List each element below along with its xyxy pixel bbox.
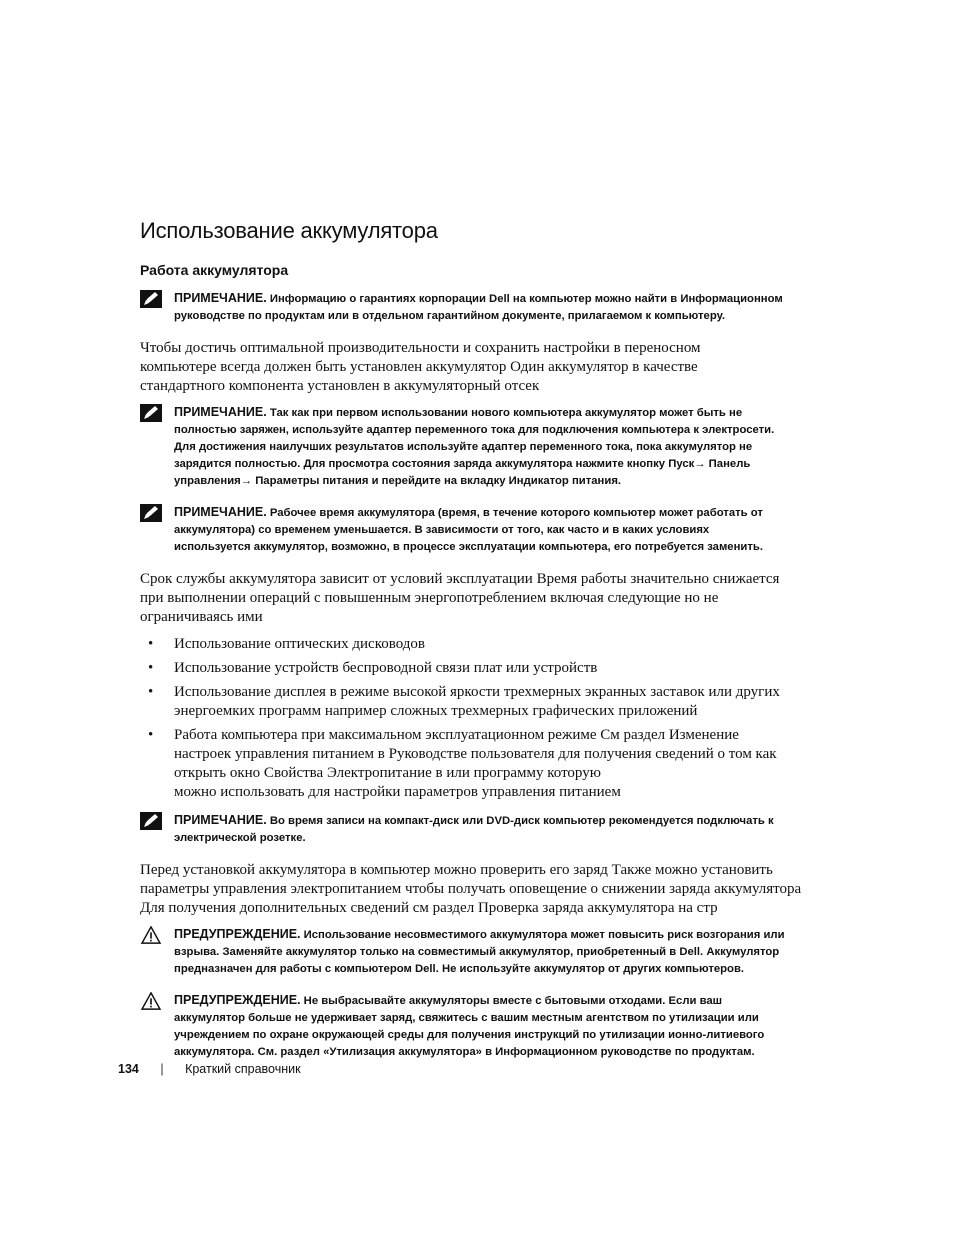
list-item [140, 726, 820, 802]
note-first-line [174, 404, 820, 422]
note-label: ПРИМЕЧАНИЕ. [174, 813, 267, 827]
warning-2 [140, 992, 820, 1061]
section-title: Работа аккумулятора [140, 262, 289, 278]
list-item-text: Использование дисплея в режиме высокой яркости трехмерных экранных заставок или других [174, 684, 780, 700]
note-first-line [174, 992, 820, 1010]
note-first-line [174, 812, 820, 830]
note-text: Информацию о гарантиях корпорации Dell на компьютер можно найти в Информационном [269, 293, 783, 305]
text-line: Чтобы достичь оптимальной производительности и сохранить настройки в переносном [140, 340, 701, 356]
note-label: ПРИМЕЧАНИЕ. [174, 505, 267, 519]
note-text: предназначен для работы с компьютером Dell. Не используйте аккумулятор от других компьютеров. [174, 963, 745, 975]
note-text: полностью заряжен, используйте адаптер переменного тока для подключения компьютера к электросети. [174, 424, 775, 436]
note-text: Использование несовместимого аккумулятора может повысить риск возгорания или [303, 929, 785, 941]
note-text: управления→ Параметры питания и перейдите на вкладку Индикатор питания. [174, 475, 622, 487]
list-item-text: энергоемких программ например сложных трехмерных графических приложений [174, 703, 698, 719]
text-line: стандартного компонента установлен в аккумуляторный отсек [140, 378, 540, 394]
note-text: взрыва. Заменяйте аккумулятор только на совместимый аккумулятор, приобретенный в Dell. Аккумулятор [174, 946, 780, 958]
pencil-note-icon [140, 504, 162, 522]
list-item-text: Работа компьютера при максимальном эксплуатационном режиме См раздел Изменение [174, 727, 739, 743]
note-4 [140, 812, 820, 847]
note-text: аккумулятора) со временем уменьшается. В зависимости от того, как часто и в каких условиях [174, 524, 710, 536]
list-item [140, 635, 820, 654]
bullet-icon: • [148, 727, 154, 743]
footer-separator: | [160, 1062, 164, 1076]
note-text: электрической розетке. [174, 832, 306, 844]
note-label: ПРИМЕЧАНИЕ. [174, 291, 267, 305]
note-first-line [174, 926, 820, 944]
pencil-note-icon [140, 290, 162, 308]
note-1 [140, 290, 820, 325]
list-item [140, 683, 820, 721]
note-text: Так как при первом использовании нового компьютера аккумулятор может быть не [269, 407, 743, 419]
note-label: ПРЕДУПРЕЖДЕНИЕ. [174, 927, 301, 941]
text-line: Для получения дополнительных сведений см раздел Проверка заряда аккумулятора на стр [140, 900, 718, 916]
list-item-text: можно использовать для настройки параметров управления питанием [174, 784, 621, 800]
list-item-text: настроек управления питанием в Руководстве пользователя для получения сведений о том как [174, 746, 777, 762]
text-line: параметры управления электропитанием чтобы получать оповещение о снижении заряда аккумулятора [140, 881, 802, 897]
note-text: Рабочее время аккумулятора (время, в течение которого компьютер может работать от [269, 507, 763, 519]
bullet-icon: • [148, 684, 154, 700]
note-text: Для достижения наилучших результатов используйте адаптер переменного тока, пока аккумулятор не [174, 441, 753, 453]
warning-1 [140, 926, 820, 978]
page-content [140, 218, 820, 1075]
footer-section: Краткий справочник [185, 1062, 301, 1076]
list-item-text: Использование устройств беспроводной связи плат или устройств [174, 660, 598, 676]
text-line: Перед установкой аккумулятора в компьютер можно проверить его заряд Также можно установить [140, 862, 773, 878]
note-text: зарядится полностью. Для просмотра состояния заряда аккумулятора нажмите кнопку Пуск→ Панель [174, 458, 751, 470]
list-item-text: Использование оптических дисководов [174, 636, 426, 652]
paragraph-1 [140, 339, 820, 396]
pencil-note-icon [140, 812, 162, 830]
note-2 [140, 404, 820, 490]
note-label: ПРИМЕЧАНИЕ. [174, 405, 267, 419]
text-line: Срок службы аккумулятора зависит от условий эксплуатации Время работы значительно снижается [140, 571, 780, 587]
text-line: компьютере всегда должен быть установлен аккумулятор Один аккумулятор в качестве [140, 359, 698, 375]
note-first-line [174, 290, 820, 308]
note-text: используется аккумулятор, возможно, в процессе эксплуатации компьютера, его потребуется заменить. [174, 541, 763, 553]
bullet-list [140, 635, 820, 802]
note-text: Не выбрасывайте аккумуляторы вместе с бытовыми отходами. Если ваш [303, 995, 723, 1007]
note-first-line [174, 504, 820, 522]
note-label: ПРЕДУПРЕЖДЕНИЕ. [174, 993, 301, 1007]
warning-triangle-icon [140, 992, 162, 1010]
bullet-icon: • [148, 636, 154, 652]
note-text: Во время записи на компакт-диск или DVD-диск компьютер рекомендуется подключать к [269, 815, 774, 827]
note-text: руководстве по продуктам или в отдельном гарантийном документе, прилагаемом к компьютеру. [174, 310, 726, 322]
text-line: при выполнении операций с повышенным энергопотреблением включая следующие но не [140, 590, 719, 606]
note-text: учреждением по охране окружающей среды для получения инструкций по утилизации ионно-литиевого [174, 1029, 765, 1041]
note-3 [140, 504, 820, 556]
page-title: Использование аккумулятора [140, 218, 438, 243]
list-item-text: открыть окно Свойства Электропитание в или программу которую [174, 765, 601, 781]
warning-triangle-icon [140, 926, 162, 944]
paragraph-3 [140, 861, 820, 918]
text-line: ограничиваясь ими [140, 609, 263, 625]
pencil-note-icon [140, 404, 162, 422]
page-footer [118, 1062, 301, 1076]
list-item [140, 659, 820, 678]
page-number: 134 [118, 1062, 139, 1076]
note-text: аккумулятор больше не удерживает заряд, свяжитесь с вашим местным агентством по утилизации или [174, 1012, 759, 1024]
note-text: аккумулятора. См. раздел «Утилизация аккумулятора» в Информационном руководстве по продуктам. [174, 1046, 755, 1058]
bullet-icon: • [148, 660, 154, 676]
paragraph-2 [140, 570, 820, 627]
